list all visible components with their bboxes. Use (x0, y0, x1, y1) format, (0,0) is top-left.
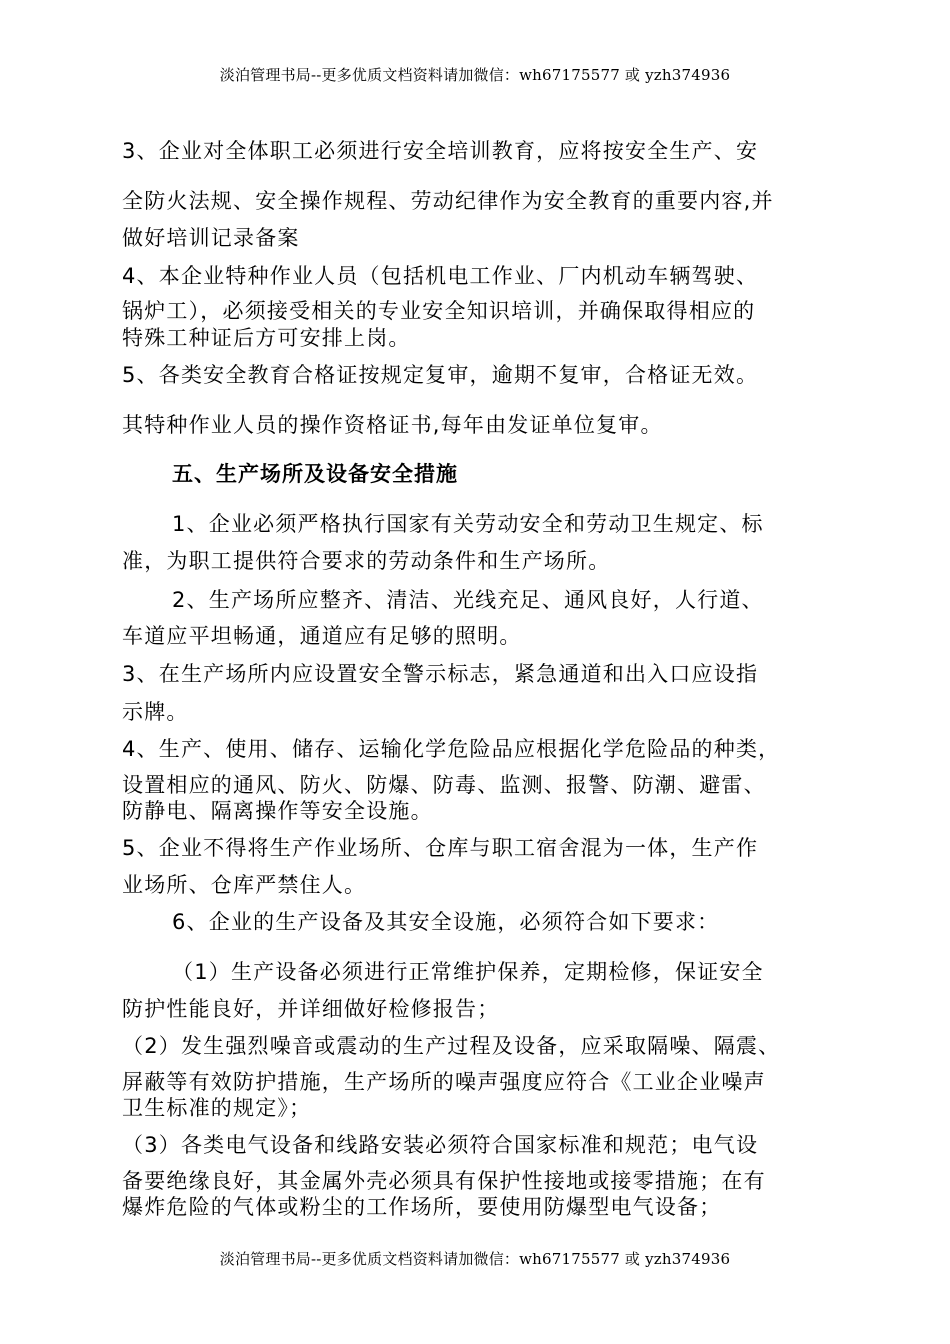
paragraph-line: （2）发生强烈噪音或震动的生产过程及设备，应采取隔噪、隔震、 (122, 1034, 781, 1058)
paragraph-line: 业场所、仓库严禁住人。 (122, 873, 367, 897)
paragraph-line: 车道应平坦畅通，通道应有足够的照明。 (122, 624, 522, 648)
paragraph-line: 设置相应的通风、防火、防爆、防毒、监测、报警、防潮、避雷、 (122, 773, 766, 797)
paragraph-line: 示牌。 (122, 700, 189, 724)
paragraph-line: 6、企业的生产设备及其安全设施，必须符合如下要求： (172, 910, 720, 934)
paragraph-line: 锅炉工），必须接受相关的专业安全知识培训，并确保取得相应的 (122, 299, 756, 323)
paragraph-line: 防静电、隔离操作等安全设施。 (122, 799, 433, 823)
page-header: 淡泊管理书局--更多优质文档资料请加微信：wh67175577 或 yzh374936 (219, 66, 731, 84)
paragraph-line: 做好培训记录备案 (122, 226, 300, 250)
paragraph-line: 3、在生产场所内应设置安全警示标志，紧急通道和出入口应设指 (122, 662, 759, 686)
paragraph-line: 卫生标准的规定》； (122, 1096, 312, 1120)
paragraph-line: 爆炸危险的气体或粉尘的工作场所，要使用防爆型电气设备； (122, 1195, 722, 1219)
paragraph-line: 5、企业不得将生产作业场所、仓库与职工宿舍混为一体，生产作 (122, 836, 759, 860)
paragraph-line: 防护性能良好，并详细做好检修报告； (122, 997, 500, 1021)
paragraph-line: 4、生产、使用、储存、运输化学危险品应根据化学危险品的种类， (122, 737, 781, 761)
paragraph-line: （3）各类电气设备和线路安装必须符合国家标准和规范；电气设 (122, 1133, 759, 1157)
paragraph-line: 5、各类安全教育合格证按规定复审，逾期不复审，合格证无效。 (122, 363, 759, 387)
paragraph-line: 1、企业必须严格执行国家有关劳动安全和劳动卫生规定、标 (172, 512, 764, 536)
paragraph-line: 4、本企业特种作业人员（包括机电工作业、厂内机动车辆驾驶、 (122, 264, 759, 288)
paragraph-line: 备要绝缘良好，其金属外壳必须具有保护性接地或接零措施；在有 (122, 1169, 766, 1193)
paragraph-line: 准，为职工提供符合要求的劳动条件和生产场所。 (122, 549, 611, 573)
paragraph-line: （1）生产设备必须进行正常维护保养，定期检修，保证安全 (172, 960, 764, 984)
paragraph-line: 全防火法规、安全操作规程、劳动纪律作为安全教育的重要内容,并 (122, 189, 774, 213)
paragraph-line: 屏蔽等有效防护措施，生产场所的噪声强度应符合《工业企业噪声 (122, 1070, 766, 1094)
page-footer: 淡泊管理书局--更多优质文档资料请加微信：wh67175577 或 yzh374936 (219, 1250, 731, 1268)
paragraph-line: 其特种作业人员的操作资格证书,每年由发证单位复审。 (122, 413, 663, 437)
paragraph-line: 2、生产场所应整齐、清洁、光线充足、通风良好，人行道、 (172, 588, 764, 612)
section-heading: 五、生产场所及设备安全措施 (172, 462, 458, 486)
paragraph-line: 3、企业对全体职工必须进行安全培训教育，应将按安全生产、安 (122, 139, 759, 163)
paragraph-line: 特殊工种证后方可安排上岗。 (122, 326, 411, 350)
